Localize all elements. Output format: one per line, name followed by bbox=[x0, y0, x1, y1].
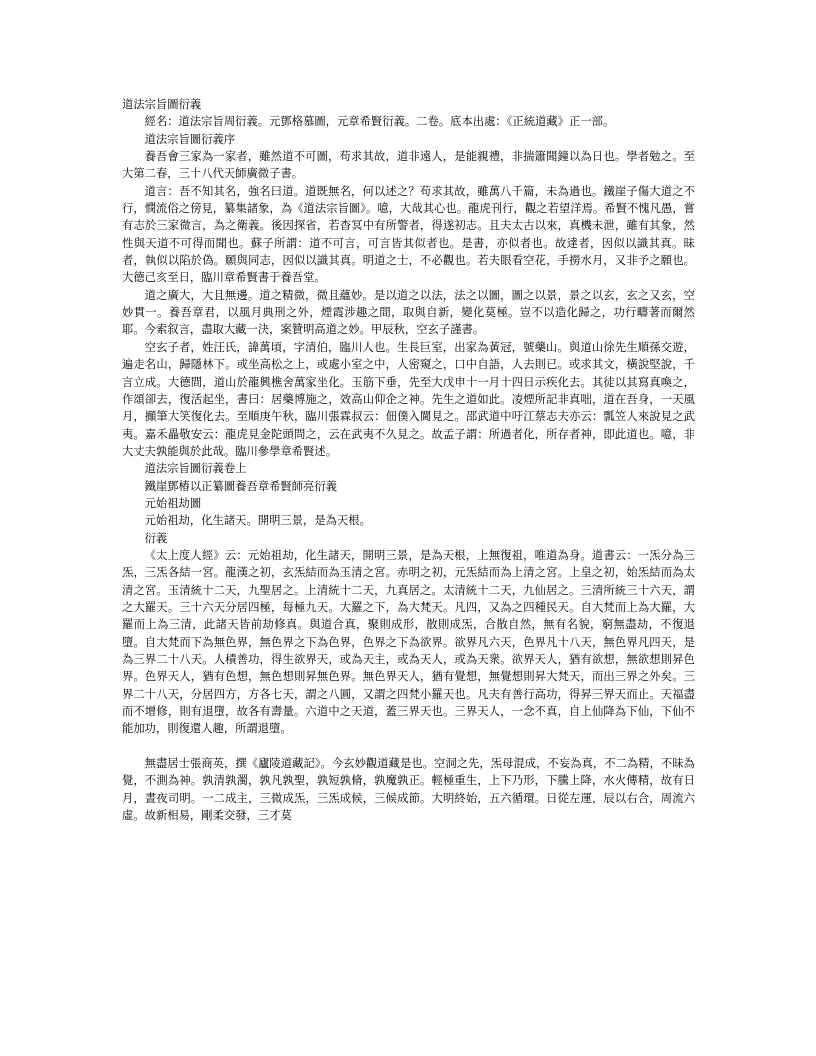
volume-heading: 道法宗旨圖衍義卷上 bbox=[144, 462, 247, 476]
document-title: 道法宗旨圖衍義 bbox=[122, 98, 202, 111]
paragraph-gap bbox=[122, 738, 695, 755]
preface-paragraph-1: 養吾會三家為一家者，雖然道不可圖，苟求其故，道非遠人，是能親禮，非揣簫聞鐘以為日也。學者勉之。至大第二春，三十八代天師廣微子書。 bbox=[122, 150, 695, 181]
yanyi-paragraph-1: 《太上度人經》云：元始祖劫，化生諸天，開明三景，是為天根，上無復祖，唯道為身。道書云：一炁分為三炁，三炁各結一宮。龍漢之初，玄炁結而為玉清之宮。赤明之初，元炁結而為上清之宮。上皇之初，始炁結而為太清之宮。玉清統十二天，九聖居之。上清統十二天，九真居之。太清統十二天，九仙居之。三清所統三十六天，謂之大羅天。三十六天分居四極，每極九天。大羅之下，為大梵天。凡四，又為之四種民天。自大梵而上為大羅，大羅而上為三清，此諸天皆前劫修真。與道合真，聚則成形，散則成炁，合散自然，無有名貌，窮無盡劫，不復退墮。自大梵而下為無色界，無色界之下為色界，色界之下為欲界。欲界凡六天，色界凡十八天，無色界凡四天，是為三界二十八天。人積善功，得生欲界天，或為天主，或為天人，或為天衆。欲界天人，猶有欲想，無欲想則昇色界。色界天人，猶有色想，無色想則昇無色界。無色界天人，猶有覺想，無覺想則昇大梵天，而出三界之外矣。三界二十八天，分居四方，方各七天，謂之八圓，又謂之四梵小羅天也。凡夫有善行高功，得昇三界天而止。天福盡而不增修，則有退墮，故各有壽量。六道中之天道，蓋三界天也。三界天人，一念不真，自上仙降為下仙，下仙不能加功，則復還人趣，所謂退墮。 bbox=[122, 548, 695, 736]
document-text-body bbox=[122, 96, 695, 824]
preface-paragraph-3: 道之廣大，大且無邊。道之精微，微且蘊妙。是以道之以法，法之以圖，圖之以景，景之以玄，玄之又玄，空妙貫一。養吾章君，以風月典刑之外，煙霞涉趣之間，取與自新，變化莫極。豈不以造化歸之，功行疇著而爾然耶。今索叙言，盡取大藏一決，案贊明高道之妙。甲辰秋，空玄子謹書。 bbox=[122, 288, 695, 337]
preface-paragraph-2: 道言：吾不知其名，強名曰道。道既無名，何以述之？苟求其故，雖萬八千篇，未為過也。鐵崖子傷大道之不行，憫流俗之傍見，纂集諸象，為《道法宗旨圖》。噫，大哉其心也。龍虎刊行，觀之若望洋焉。希賢不愧凡愚，嘗有志於三家微言，為之衛義。後因探省，若杳冥中有所警者，得遂初志。且夫太古以來，真機未泄，雖有其象，然性與天道不可得而聞也。蘇子所謂：道不可言，可言皆其似者也。是書，亦似者也。故達者，因似以識其真。昧者，執似以陷於偽。願與同志，因似以識其真。明道之士，不必觀也。若夫眼看空花，手撈水月，又非予之願也。大德己亥至日，臨川章希賢書于養吾堂。 bbox=[122, 184, 695, 285]
yanyi-heading: 衍義 bbox=[144, 531, 168, 545]
yanyi-paragraph-2: 無盡居士張商英，撰《廬陵道藏記》。今玄妙觀道藏是也。空洞之先，炁母混成，不妄為真，不二為精，不昧為覺，不測為神。孰清孰濁，孰凡孰聖，孰短孰脩，孰魔孰正。輕極重生，上下乃形，下騰上降，水火傳精，故有日月，晝夜司明。一二成主，三微成炁，三炁成候，三候成節。大明終始，五六循環。日從左運，辰以右合，周流六虛。故新相易，剛柔交發，三才莫 bbox=[122, 757, 695, 823]
section-heading-yuanshi-zujie-tu: 元始祖劫圖 bbox=[144, 496, 202, 510]
section-text-yuanshi-zujie: 元始祖劫，化生諸天。開明三景，是為天根。 bbox=[144, 514, 371, 528]
preface-paragraph-4: 空玄子者，姓汪氏，諱萬頃，字清伯，臨川人也。生長巨室，出家為黃冠，號藥山。與道山徐先生順孫交遊，遍走名山，歸隱林下。或坐高松之上，或處小室之中，人密窺之，口中自語，人去則已。或求其文，橫說堅說，千言立成。大德間，道山於龍興樵舍萬家坐化。玉筋下垂，先至大戊申十一月十四日示疾化去。其徒以其寫真喚之，作頌卻去，復活起坐，書曰：居藥博施之，效高山仰企之神。先生之道如此。凌煙所記非真咄，道在吾身，一天風月，攧筆大笑復化去。至順庚午秋，臨川張霖叔云：佃僕入閫見之。邵武道中吁江蔡志夫亦云：瓢笠人來說見之武夷。嘉禾畾敬安云：龍虎見金陀頭問之，云在武夷不久見之。故孟子謂：所過者化，所存者神，即此道也。噫，非大丈夫孰能與於此哉。臨川參學章希賢述。 bbox=[122, 340, 695, 458]
author-attribution-line: 鐵崖鄧椿以正纂圖養吾章希賢師亮衍義 bbox=[144, 479, 337, 493]
preface-heading: 道法宗旨圖衍義序 bbox=[144, 132, 236, 146]
sutra-name-paragraph: 經名：道法宗旨周衍義。元鄧格慕圖，元章希賢衍義。二卷。底本出處：《正統道藏》正一部。 bbox=[144, 115, 615, 129]
